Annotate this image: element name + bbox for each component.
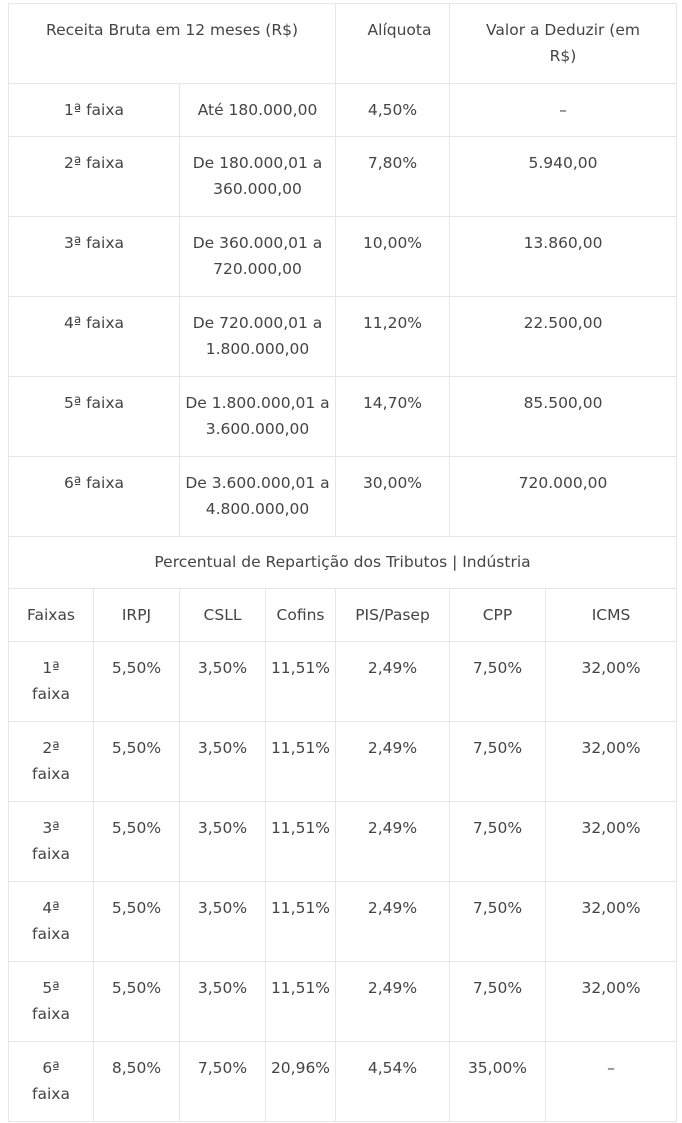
cell-cofins: 11,51% xyxy=(266,722,336,802)
cell-cofins: 20,96% xyxy=(266,1042,336,1122)
row-faixa: 5ª faixa xyxy=(9,962,94,1042)
reparticao-row xyxy=(9,722,677,802)
cell-cofins: 11,51% xyxy=(266,642,336,722)
cell-cpp: 7,50% xyxy=(450,962,546,1042)
header-receita-bruta: Receita Bruta em 12 meses (R$) xyxy=(9,4,336,84)
faixa-deduzir: – xyxy=(450,84,677,137)
simples-nacional-table xyxy=(8,3,677,1122)
cell-irpj: 8,50% xyxy=(94,1042,180,1122)
col-header-irpj: IRPJ xyxy=(94,589,180,642)
faixa-aliquota: 7,80% xyxy=(336,137,450,217)
reparticao-header-row xyxy=(9,589,677,642)
row-faixa: 2ª faixa xyxy=(9,722,94,802)
faixa-deduzir: 720.000,00 xyxy=(450,457,677,537)
faixa-deduzir: 85.500,00 xyxy=(450,377,677,457)
faixa-receita: De 360.000,01 a 720.000,00 xyxy=(180,217,336,297)
faixa-aliquota: 10,00% xyxy=(336,217,450,297)
row-faixa: 1ª faixa xyxy=(9,642,94,722)
faixa-receita: De 3.600.000,01 a 4.800.000,00 xyxy=(180,457,336,537)
faixa-label: 3ª faixa xyxy=(9,217,180,297)
faixa-deduzir: 22.500,00 xyxy=(450,297,677,377)
cell-csll: 3,50% xyxy=(180,882,266,962)
cell-csll: 7,50% xyxy=(180,1042,266,1122)
cell-csll: 3,50% xyxy=(180,642,266,722)
faixa-deduzir: 5.940,00 xyxy=(450,137,677,217)
faixa-label: 2ª faixa xyxy=(9,137,180,217)
cell-icms: – xyxy=(546,1042,677,1122)
faixa-receita: De 720.000,01 a 1.800.000,00 xyxy=(180,297,336,377)
col-header-cofins: Cofins xyxy=(266,589,336,642)
faixa-label: 1ª faixa xyxy=(9,84,180,137)
cell-pis-pasep: 4,54% xyxy=(336,1042,450,1122)
cell-cpp: 7,50% xyxy=(450,882,546,962)
header-aliquota: Alíquota xyxy=(336,4,450,84)
faixa-aliquota: 30,00% xyxy=(336,457,450,537)
faixa-deduzir: 13.860,00 xyxy=(450,217,677,297)
faixa-label: 4ª faixa xyxy=(9,297,180,377)
cell-irpj: 5,50% xyxy=(94,962,180,1042)
faixa-label: 6ª faixa xyxy=(9,457,180,537)
row-faixa: 6ª faixa xyxy=(9,1042,94,1122)
faixa-receita: De 1.800.000,01 a 3.600.000,00 xyxy=(180,377,336,457)
col-header-icms: ICMS xyxy=(546,589,677,642)
faixa-receita: Até 180.000,00 xyxy=(180,84,336,137)
row-faixa: 3ª faixa xyxy=(9,802,94,882)
cell-icms: 32,00% xyxy=(546,722,677,802)
cell-pis-pasep: 2,49% xyxy=(336,802,450,882)
faixa-receita: De 180.000,01 a 360.000,00 xyxy=(180,137,336,217)
col-header-csll: CSLL xyxy=(180,589,266,642)
cell-icms: 32,00% xyxy=(546,962,677,1042)
cell-cofins: 11,51% xyxy=(266,962,336,1042)
faixa-aliquota: 11,20% xyxy=(336,297,450,377)
cell-icms: 32,00% xyxy=(546,642,677,722)
cell-cpp: 7,50% xyxy=(450,642,546,722)
faixa-aliquota: 14,70% xyxy=(336,377,450,457)
cell-irpj: 5,50% xyxy=(94,802,180,882)
cell-csll: 3,50% xyxy=(180,802,266,882)
cell-icms: 32,00% xyxy=(546,882,677,962)
cell-pis-pasep: 2,49% xyxy=(336,882,450,962)
cell-pis-pasep: 2,49% xyxy=(336,962,450,1042)
faixa-row xyxy=(9,377,677,457)
col-header-cpp: CPP xyxy=(450,589,546,642)
cell-pis-pasep: 2,49% xyxy=(336,722,450,802)
cell-csll: 3,50% xyxy=(180,722,266,802)
faixa-row xyxy=(9,137,677,217)
faixa-aliquota: 4,50% xyxy=(336,84,450,137)
header-valor-deduzir: Valor a Deduzir (em R$) xyxy=(450,4,677,84)
faixa-label: 5ª faixa xyxy=(9,377,180,457)
cell-irpj: 5,50% xyxy=(94,642,180,722)
cell-cofins: 11,51% xyxy=(266,882,336,962)
col-header-faixas: Faixas xyxy=(9,589,94,642)
faixa-row xyxy=(9,217,677,297)
cell-csll: 3,50% xyxy=(180,962,266,1042)
cell-cpp: 7,50% xyxy=(450,802,546,882)
col-header-pis-pasep: PIS/Pasep xyxy=(336,589,450,642)
reparticao-row xyxy=(9,1042,677,1122)
cell-cpp: 35,00% xyxy=(450,1042,546,1122)
faixa-row xyxy=(9,84,677,137)
tables-container xyxy=(8,3,676,1122)
reparticao-row xyxy=(9,882,677,962)
reparticao-title: Percentual de Repartição dos Tributos | Indústria xyxy=(9,537,677,589)
cell-icms: 32,00% xyxy=(546,802,677,882)
faixa-row xyxy=(9,457,677,537)
reparticao-row xyxy=(9,802,677,882)
faixa-row xyxy=(9,297,677,377)
row-faixa: 4ª faixa xyxy=(9,882,94,962)
faixas-header-row xyxy=(9,4,677,84)
cell-cpp: 7,50% xyxy=(450,722,546,802)
cell-cofins: 11,51% xyxy=(266,802,336,882)
reparticao-title-row xyxy=(9,537,677,589)
reparticao-row xyxy=(9,642,677,722)
cell-pis-pasep: 2,49% xyxy=(336,642,450,722)
cell-irpj: 5,50% xyxy=(94,722,180,802)
reparticao-row xyxy=(9,962,677,1042)
cell-irpj: 5,50% xyxy=(94,882,180,962)
